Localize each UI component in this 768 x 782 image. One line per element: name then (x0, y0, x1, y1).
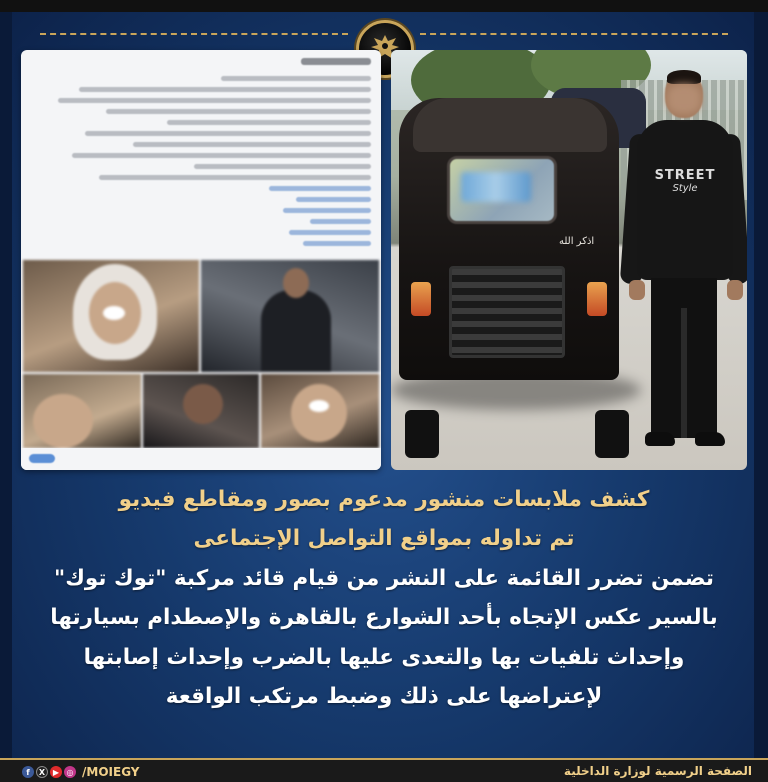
post-photo (23, 260, 199, 372)
decor-dash-right (420, 33, 728, 35)
tuk-tuk-vehicle (399, 98, 619, 380)
tuk-tuk-grille (449, 266, 565, 358)
tail-lamp (411, 282, 431, 316)
caption-line: بالسير عكس الإتجاه بأحد الشوارع بالقاهرة والإصطدام بسيارتها (50, 605, 718, 631)
hoodie-print-sub: Style (672, 183, 698, 194)
x-icon[interactable]: X (36, 766, 48, 778)
post-photo (201, 260, 379, 372)
post-reactions-bar (21, 448, 381, 470)
jeans (651, 278, 717, 438)
suspect-person (623, 70, 743, 470)
caption-line: تضمن تضرر القائمة على النشر من قيام قائد مركبة "توك توك" (54, 565, 714, 591)
footer-bar (0, 758, 768, 782)
facebook-icon[interactable]: f (22, 766, 34, 778)
suspect-photo (391, 50, 747, 470)
social-handle[interactable]: /MOIEGY (82, 765, 140, 779)
youtube-icon[interactable]: ▶ (50, 766, 62, 778)
post-photo (261, 374, 379, 448)
hoodie-print (649, 168, 721, 222)
tuk-tuk-sticker-text: اذكر الله (559, 236, 595, 247)
post-text-blurred (21, 50, 381, 258)
instagram-icon[interactable]: ◎ (64, 766, 76, 778)
decor-dash-left (40, 33, 348, 35)
caption-line: تم تداوله بمواقع التواصل الإجتماعى (193, 526, 575, 552)
right-edge (754, 12, 768, 758)
tail-lamp (587, 282, 607, 316)
official-page-label: الصفحة الرسمية لوزارة الداخلية (563, 764, 752, 778)
blurred-face (667, 84, 701, 114)
reactions-icon (29, 454, 55, 463)
caption-line: لإعتراضها على ذلك وضبط مرتكب الواقعة (165, 684, 603, 710)
post-photo (143, 374, 259, 448)
shoe (645, 432, 675, 446)
social-post-screenshot (21, 50, 381, 470)
blurred-sticker (461, 172, 531, 202)
post-photo-gallery (23, 260, 379, 470)
top-bar (0, 0, 768, 12)
post-photo (23, 374, 141, 448)
hoodie-print-main: STREET (654, 168, 716, 183)
left-edge (0, 12, 12, 758)
shoe (695, 432, 725, 446)
social-links (22, 764, 139, 780)
wheel (405, 410, 439, 458)
caption-line: كشف ملابسات منشور مدعوم بصور ومقاطع فيديو (118, 487, 650, 512)
news-caption (14, 480, 754, 716)
caption-line: وإحداث تلفيات بها والتعدى عليها بالضرب وإحداث إصابتها (83, 644, 685, 670)
